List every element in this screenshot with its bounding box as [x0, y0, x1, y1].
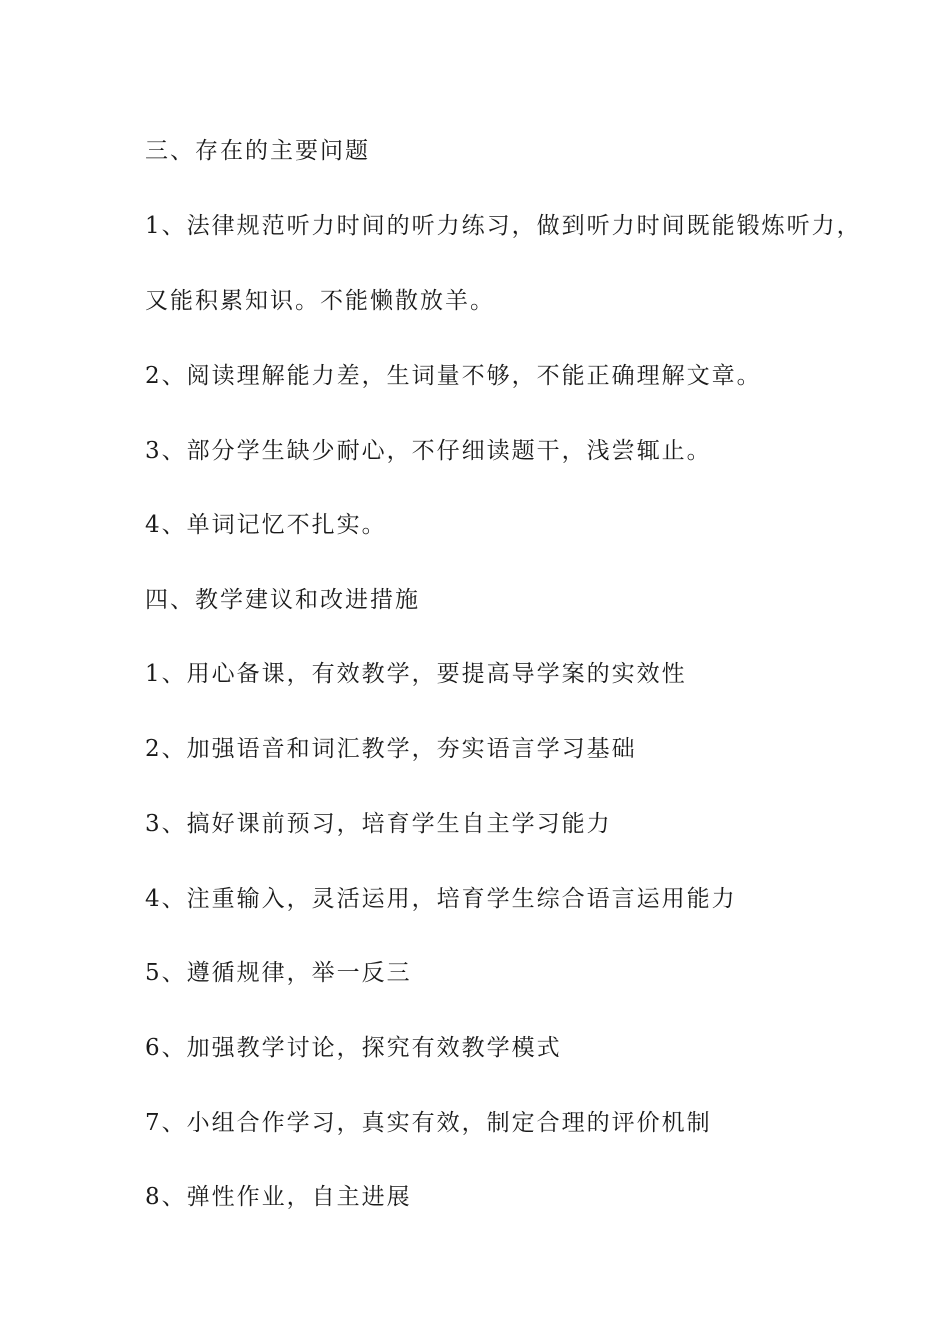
problem-item-4: 4、单词记忆不扎实。 — [145, 512, 387, 538]
suggestion-item-3: 3、搞好课前预习，培育学生自主学习能力 — [145, 811, 612, 837]
suggestion-item-1: 1、用心备课，有效教学，要提高导学案的实效性 — [145, 661, 687, 687]
suggestion-item-5: 5、遵循规律，举一反三 — [145, 960, 412, 986]
suggestion-item-4: 4、注重输入，灵活运用，培育学生综合语言运用能力 — [145, 886, 737, 912]
suggestion-item-8: 8、弹性作业，自主进展 — [145, 1184, 412, 1210]
section-heading-suggestions: 四、教学建议和改进措施 — [145, 587, 420, 613]
suggestion-item-7: 7、小组合作学习，真实有效，制定合理的评价机制 — [145, 1110, 712, 1136]
section-heading-problems: 三、存在的主要问题 — [145, 138, 370, 164]
problem-item-1: 1、法律规范听力时间的听力练习，做到听力时间既能锻炼听力， — [145, 213, 862, 239]
suggestion-item-6: 6、加强教学讨论，探究有效教学模式 — [145, 1035, 562, 1061]
suggestion-item-2: 2、加强语音和词汇教学，夯实语言学习基础 — [145, 736, 637, 762]
problem-item-2: 2、阅读理解能力差，生词量不够，不能正确理解文章。 — [145, 363, 762, 389]
problem-item-1-continued: 又能积累知识。不能懒散放羊。 — [145, 288, 495, 314]
problem-item-3: 3、部分学生缺少耐心，不仔细读题干，浅尝辄止。 — [145, 438, 712, 464]
